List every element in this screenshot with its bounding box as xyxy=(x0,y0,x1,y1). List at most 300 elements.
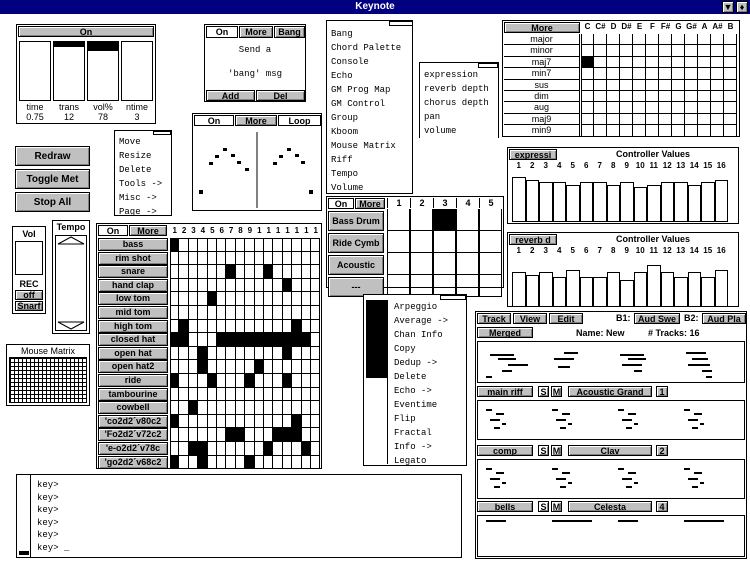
meter-slider[interactable] xyxy=(53,41,85,101)
step-cell[interactable] xyxy=(283,265,292,279)
step-cell[interactable] xyxy=(179,360,188,374)
step-cell[interactable] xyxy=(179,442,188,456)
step-cell[interactable] xyxy=(189,442,198,456)
step-cell[interactable] xyxy=(236,388,245,402)
step-cell[interactable] xyxy=(311,415,320,429)
step-cell[interactable] xyxy=(179,252,188,266)
controller-value-bar[interactable] xyxy=(553,182,567,222)
step-cell[interactable] xyxy=(292,388,301,402)
step-cell[interactable] xyxy=(283,360,292,374)
chord-cell[interactable] xyxy=(724,45,737,56)
chord-cell[interactable] xyxy=(724,68,737,79)
step-cell[interactable] xyxy=(264,265,273,279)
step-cell[interactable] xyxy=(283,252,292,266)
step-cell[interactable] xyxy=(302,456,311,470)
step-cell[interactable] xyxy=(311,401,320,415)
chord-cell[interactable] xyxy=(581,91,594,102)
step-cell[interactable] xyxy=(236,374,245,388)
chord-cell[interactable] xyxy=(581,114,594,125)
step-cell[interactable] xyxy=(292,333,301,347)
chord-cell[interactable] xyxy=(581,57,594,68)
chord-cell[interactable] xyxy=(672,80,685,91)
step-cell[interactable] xyxy=(226,279,235,293)
step-cell[interactable] xyxy=(226,360,235,374)
channel-button[interactable]: 1 xyxy=(656,386,668,397)
controller-value-bar[interactable] xyxy=(661,182,675,222)
step-cell[interactable] xyxy=(311,265,320,279)
step-cell[interactable] xyxy=(311,388,320,402)
instrument-label[interactable]: open hat xyxy=(98,347,168,360)
edit-menu-item[interactable]: Legato xyxy=(390,454,466,468)
step-cell[interactable] xyxy=(170,374,179,388)
step-cell[interactable] xyxy=(170,292,179,306)
step-cell[interactable] xyxy=(302,292,311,306)
step-cell[interactable] xyxy=(245,428,254,442)
chord-cell[interactable] xyxy=(698,125,711,136)
reverb-select-button[interactable]: reverb d xyxy=(509,234,557,245)
step-cell[interactable] xyxy=(302,333,311,347)
tools-list-handle[interactable] xyxy=(389,21,413,26)
controller-value-bar[interactable] xyxy=(526,180,540,223)
step-cell[interactable] xyxy=(264,415,273,429)
step-cell[interactable] xyxy=(189,306,198,320)
step-cell[interactable] xyxy=(198,415,207,429)
chord-cell[interactable] xyxy=(711,80,724,91)
chord-cell[interactable] xyxy=(685,91,698,102)
toggle-met-button[interactable]: Toggle Met xyxy=(15,169,90,189)
controller-value-bar[interactable] xyxy=(688,272,702,307)
chord-cell[interactable] xyxy=(633,34,646,45)
chord-cell[interactable] xyxy=(646,68,659,79)
step-cell[interactable] xyxy=(273,347,282,361)
step-cell[interactable] xyxy=(273,388,282,402)
step-cell[interactable] xyxy=(245,360,254,374)
step-cell[interactable] xyxy=(170,415,179,429)
step-cell[interactable] xyxy=(302,401,311,415)
maximize-button[interactable]: ♦ xyxy=(736,1,748,13)
step-cell[interactable] xyxy=(189,252,198,266)
chord-cell[interactable] xyxy=(659,102,672,113)
tempo-slider[interactable] xyxy=(55,235,87,331)
step-cell[interactable] xyxy=(255,292,264,306)
instrument-label[interactable]: high tom xyxy=(98,320,168,333)
step-cell[interactable] xyxy=(292,442,301,456)
step-cell[interactable] xyxy=(208,428,217,442)
step-cell[interactable] xyxy=(255,333,264,347)
channel-button[interactable]: 2 xyxy=(656,445,668,456)
instrument-label[interactable]: mid tom xyxy=(98,306,168,319)
step-cell[interactable] xyxy=(217,238,226,252)
step-cell[interactable] xyxy=(198,456,207,470)
step-cell[interactable] xyxy=(226,442,235,456)
step-cell[interactable] xyxy=(208,401,217,415)
drum-pad-cell[interactable] xyxy=(479,231,502,253)
chord-cell[interactable] xyxy=(620,45,633,56)
chord-cell[interactable] xyxy=(620,114,633,125)
step-cell[interactable] xyxy=(179,415,188,429)
step-cell[interactable] xyxy=(198,428,207,442)
drum-pad-cell[interactable] xyxy=(456,209,479,231)
drum-pad-cell[interactable] xyxy=(387,231,410,253)
step-cell[interactable] xyxy=(302,279,311,293)
step-cell[interactable] xyxy=(264,238,273,252)
step-cell[interactable] xyxy=(236,442,245,456)
step-cell[interactable] xyxy=(245,306,254,320)
chord-cell[interactable] xyxy=(633,57,646,68)
step-cell[interactable] xyxy=(311,347,320,361)
chord-cell[interactable] xyxy=(711,91,724,102)
step-cell[interactable] xyxy=(217,401,226,415)
step-cell[interactable] xyxy=(245,347,254,361)
step-cell[interactable] xyxy=(170,333,179,347)
step-cell[interactable] xyxy=(189,388,198,402)
step-cell[interactable] xyxy=(189,415,198,429)
step-cell[interactable] xyxy=(292,252,301,266)
tools-list-item[interactable]: Console xyxy=(327,55,412,69)
chord-cell[interactable] xyxy=(620,102,633,113)
step-cell[interactable] xyxy=(217,428,226,442)
step-cell[interactable] xyxy=(264,401,273,415)
edit-menu-item[interactable]: Fractal xyxy=(390,426,466,440)
step-cell[interactable] xyxy=(273,442,282,456)
controller-value-bar[interactable] xyxy=(647,265,661,308)
step-cell[interactable] xyxy=(311,442,320,456)
chord-cell[interactable] xyxy=(620,80,633,91)
step-cell[interactable] xyxy=(292,265,301,279)
step-cell[interactable] xyxy=(217,279,226,293)
controller-value-bar[interactable] xyxy=(553,277,567,307)
step-cell[interactable] xyxy=(208,347,217,361)
step-cell[interactable] xyxy=(255,456,264,470)
step-cell[interactable] xyxy=(283,279,292,293)
step-cell[interactable] xyxy=(208,442,217,456)
controller-value-bar[interactable] xyxy=(634,272,648,307)
step-cell[interactable] xyxy=(311,306,320,320)
track-display[interactable] xyxy=(477,400,745,440)
drum-pad-label[interactable]: Acoustic xyxy=(328,255,384,275)
tools-list-item[interactable]: GM Prog Map xyxy=(327,83,412,97)
tools-list-item[interactable]: Riff xyxy=(327,153,412,167)
step-cell[interactable] xyxy=(255,388,264,402)
step-cell[interactable] xyxy=(208,333,217,347)
instrument-label[interactable]: low tom xyxy=(98,292,168,305)
step-cell[interactable] xyxy=(302,415,311,429)
chord-cell[interactable] xyxy=(724,57,737,68)
add-button[interactable]: Add xyxy=(206,90,255,101)
controller-value-bar[interactable] xyxy=(715,270,729,308)
chord-cell[interactable] xyxy=(594,125,607,136)
chord-cell[interactable] xyxy=(646,125,659,136)
step-cell[interactable] xyxy=(255,347,264,361)
step-cell[interactable] xyxy=(311,374,320,388)
edit-menu-item[interactable]: Info -> xyxy=(390,440,466,454)
step-cell[interactable] xyxy=(208,374,217,388)
instrument-label[interactable]: cowbell xyxy=(98,401,168,414)
chord-cell[interactable] xyxy=(633,45,646,56)
step-cell[interactable] xyxy=(198,252,207,266)
controller-value-bar[interactable] xyxy=(566,185,580,223)
meter-slider[interactable] xyxy=(19,41,51,101)
chord-cell[interactable] xyxy=(607,80,620,91)
drum-pad-cell[interactable] xyxy=(433,209,456,231)
chord-cell[interactable] xyxy=(594,68,607,79)
step-cell[interactable] xyxy=(292,428,301,442)
chord-cell[interactable] xyxy=(724,91,737,102)
context-menu-item[interactable]: Resize xyxy=(115,149,171,163)
chord-cell[interactable] xyxy=(607,57,620,68)
chord-cell[interactable] xyxy=(620,57,633,68)
controller-value-bar[interactable] xyxy=(674,182,688,222)
off-button[interactable]: off xyxy=(15,290,43,300)
tracks-menu-track[interactable]: Track xyxy=(477,313,511,324)
vol-slider[interactable] xyxy=(15,241,43,275)
chord-cell[interactable] xyxy=(672,45,685,56)
chord-cell[interactable] xyxy=(646,57,659,68)
drum-pad-cell[interactable] xyxy=(433,253,456,275)
drum-pad-cell[interactable] xyxy=(387,253,410,275)
step-cell[interactable] xyxy=(179,456,188,470)
step-cell[interactable] xyxy=(217,320,226,334)
mute-button[interactable]: M xyxy=(552,386,561,397)
chord-cell[interactable] xyxy=(685,80,698,91)
chord-cell[interactable] xyxy=(685,45,698,56)
tools-list-item[interactable]: Chord Palette xyxy=(327,41,412,55)
chord-cell[interactable] xyxy=(711,125,724,136)
chord-cell[interactable] xyxy=(594,34,607,45)
step-cell[interactable] xyxy=(198,306,207,320)
step-cell[interactable] xyxy=(236,292,245,306)
edit-menu-item[interactable]: Delete xyxy=(390,370,466,384)
step-cell[interactable] xyxy=(264,292,273,306)
step-cell[interactable] xyxy=(264,333,273,347)
chord-cell[interactable] xyxy=(711,114,724,125)
tracks-menu-edit[interactable]: Edit xyxy=(549,313,583,324)
step-cell[interactable] xyxy=(226,252,235,266)
step-cell[interactable] xyxy=(264,456,273,470)
step-cell[interactable] xyxy=(273,374,282,388)
step-cell[interactable] xyxy=(273,360,282,374)
drum-pad-cell[interactable] xyxy=(456,253,479,275)
chord-cell[interactable] xyxy=(581,45,594,56)
drum-pad-cell[interactable] xyxy=(410,231,433,253)
step-cell[interactable] xyxy=(170,306,179,320)
controller-value-bar[interactable] xyxy=(647,185,661,223)
step-cell[interactable] xyxy=(179,428,188,442)
step-cell[interactable] xyxy=(208,360,217,374)
step-cell[interactable] xyxy=(189,320,198,334)
step-cell[interactable] xyxy=(226,320,235,334)
step-cell[interactable] xyxy=(198,279,207,293)
edit-menu-item[interactable]: Arpeggio xyxy=(390,300,466,314)
step-cell[interactable] xyxy=(255,360,264,374)
chord-cell[interactable] xyxy=(646,91,659,102)
step-cell[interactable] xyxy=(170,347,179,361)
step-cell[interactable] xyxy=(264,374,273,388)
step-cell[interactable] xyxy=(283,415,292,429)
step-cell[interactable] xyxy=(264,279,273,293)
step-cell[interactable] xyxy=(170,279,179,293)
meters-on-button[interactable]: On xyxy=(18,26,154,37)
step-cell[interactable] xyxy=(236,265,245,279)
step-cell[interactable] xyxy=(226,306,235,320)
step-cell[interactable] xyxy=(198,360,207,374)
chord-cell[interactable] xyxy=(581,34,594,45)
step-cell[interactable] xyxy=(217,415,226,429)
chord-cell[interactable] xyxy=(659,91,672,102)
instrument-label[interactable]: tambourine xyxy=(98,388,168,401)
step-cell[interactable] xyxy=(245,265,254,279)
step-cell[interactable] xyxy=(179,333,188,347)
step-cell[interactable] xyxy=(245,333,254,347)
drum-pad-cell[interactable] xyxy=(433,231,456,253)
chord-cell[interactable] xyxy=(633,80,646,91)
chord-cell[interactable] xyxy=(620,34,633,45)
edit-menu-scrollbar[interactable] xyxy=(366,300,388,464)
step-cell[interactable] xyxy=(208,456,217,470)
step-cell[interactable] xyxy=(217,388,226,402)
expression-select-button[interactable]: expressi xyxy=(509,149,557,160)
controller-value-bar[interactable] xyxy=(593,182,607,222)
step-cell[interactable] xyxy=(236,252,245,266)
controller-value-bar[interactable] xyxy=(701,277,715,307)
chord-cell[interactable] xyxy=(594,91,607,102)
step-cell[interactable] xyxy=(226,401,235,415)
chord-cell[interactable] xyxy=(646,34,659,45)
tab-more[interactable]: More xyxy=(235,115,277,126)
step-cell[interactable] xyxy=(245,415,254,429)
step-cell[interactable] xyxy=(236,238,245,252)
chord-cell[interactable] xyxy=(685,102,698,113)
step-cell[interactable] xyxy=(198,292,207,306)
step-cell[interactable] xyxy=(189,456,198,470)
chord-cell[interactable] xyxy=(711,45,724,56)
step-cell[interactable] xyxy=(208,238,217,252)
step-cell[interactable] xyxy=(292,347,301,361)
instrument-label[interactable]: 'e-o2d2´v78c xyxy=(98,442,168,455)
context-menu-item[interactable]: Tools -> xyxy=(115,177,171,191)
chord-cell[interactable] xyxy=(672,68,685,79)
tab-bang[interactable]: Bang xyxy=(274,26,305,38)
controller-menu-item[interactable]: chorus depth xyxy=(420,96,498,110)
chord-cell[interactable] xyxy=(620,91,633,102)
step-cell[interactable] xyxy=(189,347,198,361)
chord-cell[interactable] xyxy=(607,102,620,113)
step-cell[interactable] xyxy=(189,265,198,279)
drum-pad-cell[interactable] xyxy=(479,209,502,231)
b1-value-button[interactable]: Aud Swe xyxy=(634,313,680,324)
step-cell[interactable] xyxy=(226,374,235,388)
step-cell[interactable] xyxy=(292,401,301,415)
step-cell[interactable] xyxy=(302,252,311,266)
step-cell[interactable] xyxy=(273,456,282,470)
step-cell[interactable] xyxy=(217,292,226,306)
step-cell[interactable] xyxy=(302,265,311,279)
step-cell[interactable] xyxy=(245,238,254,252)
chord-cell[interactable] xyxy=(685,34,698,45)
step-cell[interactable] xyxy=(226,238,235,252)
step-cell[interactable] xyxy=(273,279,282,293)
stop-all-button[interactable]: Stop All xyxy=(15,192,90,212)
step-cell[interactable] xyxy=(236,428,245,442)
meter-slider[interactable] xyxy=(121,41,153,101)
track-name-button[interactable]: main riff xyxy=(477,386,533,397)
step-cell[interactable] xyxy=(264,306,273,320)
step-cell[interactable] xyxy=(226,292,235,306)
scroll-up-button[interactable]: ▼ xyxy=(723,2,733,12)
step-cell[interactable] xyxy=(273,320,282,334)
controller-menu-item[interactable]: reverb depth xyxy=(420,82,498,96)
step-cell[interactable] xyxy=(198,374,207,388)
controller-value-bar[interactable] xyxy=(607,185,621,223)
chord-cell[interactable] xyxy=(594,80,607,91)
step-cell[interactable] xyxy=(198,442,207,456)
chord-cell[interactable] xyxy=(724,80,737,91)
step-cell[interactable] xyxy=(245,456,254,470)
instrument-button[interactable]: Clav xyxy=(568,445,652,456)
step-cell[interactable] xyxy=(283,428,292,442)
chord-cell[interactable] xyxy=(698,114,711,125)
instrument-button[interactable]: Celesta xyxy=(568,501,652,512)
chord-cell[interactable] xyxy=(659,34,672,45)
step-cell[interactable] xyxy=(302,320,311,334)
step-cell[interactable] xyxy=(170,442,179,456)
chord-cell[interactable] xyxy=(607,34,620,45)
step-cell[interactable] xyxy=(264,320,273,334)
chord-cell[interactable] xyxy=(672,34,685,45)
chord-cell[interactable] xyxy=(581,102,594,113)
step-cell[interactable] xyxy=(179,401,188,415)
chord-cell[interactable] xyxy=(646,114,659,125)
del-button[interactable]: Del xyxy=(256,90,305,101)
step-cell[interactable] xyxy=(292,360,301,374)
tools-list-item[interactable]: Kboom xyxy=(327,125,412,139)
step-cell[interactable] xyxy=(189,292,198,306)
step-cell[interactable] xyxy=(292,374,301,388)
step-cell[interactable] xyxy=(245,401,254,415)
context-menu-item[interactable]: Misc -> xyxy=(115,191,171,205)
step-cell[interactable] xyxy=(292,292,301,306)
edit-menu-item[interactable]: Flip xyxy=(390,412,466,426)
step-cell[interactable] xyxy=(292,415,301,429)
tracks-menu-view[interactable]: View xyxy=(513,313,547,324)
step-cell[interactable] xyxy=(179,388,188,402)
step-cell[interactable] xyxy=(208,279,217,293)
step-cell[interactable] xyxy=(198,320,207,334)
step-cell[interactable] xyxy=(226,456,235,470)
chord-cell[interactable] xyxy=(646,45,659,56)
step-cell[interactable] xyxy=(255,442,264,456)
step-cell[interactable] xyxy=(217,347,226,361)
step-cell[interactable] xyxy=(198,238,207,252)
chord-cell[interactable] xyxy=(724,125,737,136)
step-cell[interactable] xyxy=(292,238,301,252)
step-cell[interactable] xyxy=(283,442,292,456)
solo-button[interactable]: S xyxy=(538,445,549,456)
tab-on[interactable]: On xyxy=(194,115,234,126)
step-cell[interactable] xyxy=(283,238,292,252)
step-cell[interactable] xyxy=(302,238,311,252)
controller-value-bar[interactable] xyxy=(674,277,688,307)
step-cell[interactable] xyxy=(273,333,282,347)
step-cell[interactable] xyxy=(302,360,311,374)
tab-more[interactable]: More xyxy=(239,26,273,38)
chord-cell[interactable] xyxy=(672,91,685,102)
track-name-button[interactable]: bells xyxy=(477,501,533,512)
step-cell[interactable] xyxy=(283,456,292,470)
step-cell[interactable] xyxy=(264,347,273,361)
tools-list-item[interactable]: GM Control xyxy=(327,97,412,111)
chord-cell[interactable] xyxy=(672,57,685,68)
